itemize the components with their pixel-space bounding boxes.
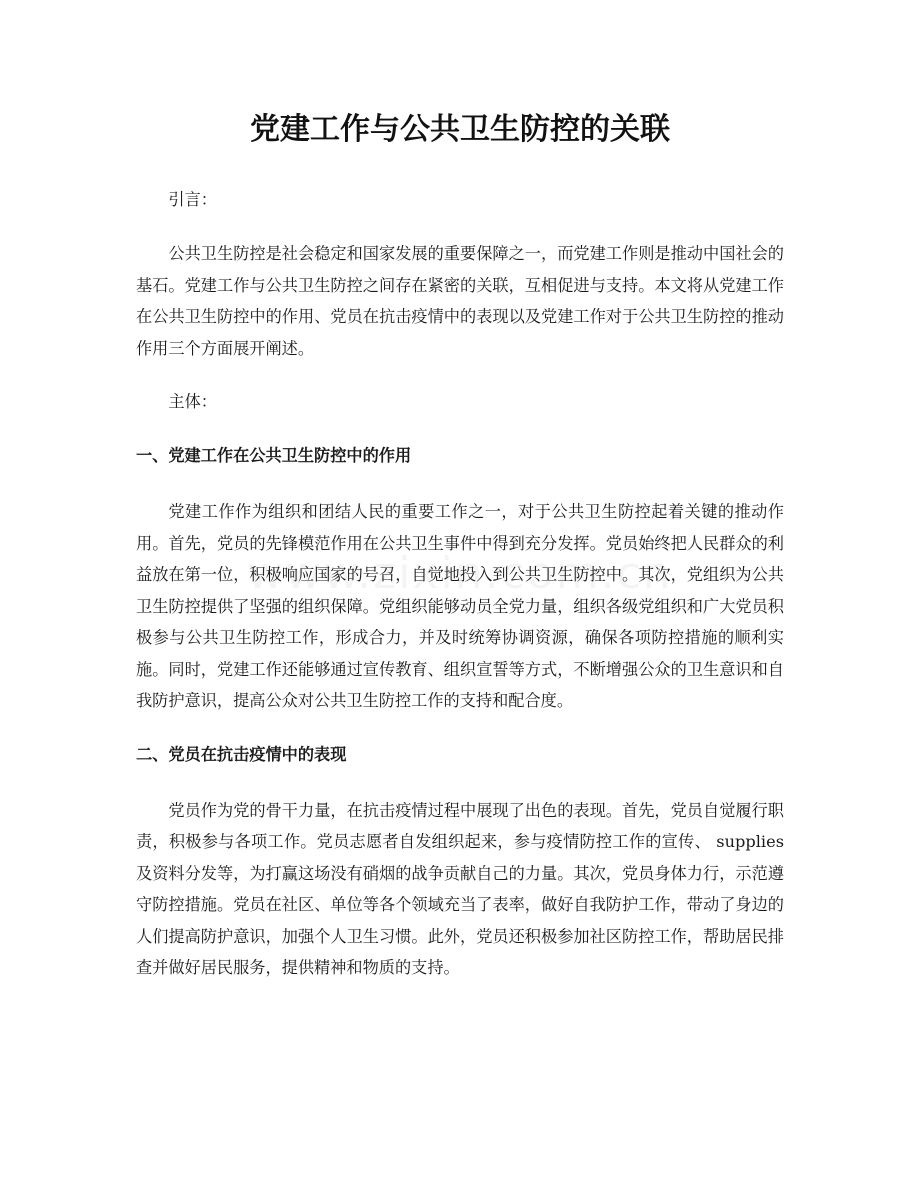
section-2-heading: 二、党员在抗击疫情中的表现	[136, 744, 347, 764]
section-2-paragraph: 党员作为党的骨干力量，在抗击疫情过程中展现了出色的表现。首先，党员自觉履行职责，积极参与各项工作。党员志愿者自发组织起来，参与疫情防控工作的宣传、 supplies及资料分发等，为打赢这场没有硝烟的战争贡献自己的力量。其次，党员身体力行，示范遵守防控措施。党员在社区、单位等各个领域充当了表率，做好自我防护工作，带动了身边的人们提高防护意识，加强个人卫生习惯。此外，党员还积极参加社区防控工作，帮助居民排查并做好居民服务，提供精神和物质的支持。	[136, 800, 784, 977]
intro-label: 引言：	[168, 190, 217, 209]
intro-paragraph: 公共卫生防控是社会稳定和国家发展的重要保障之一，而党建工作则是推动中国社会的基石。党建工作与公共卫生防控之间存在紧密的关联，互相促进与支持。本文将从党建工作在公共卫生防控中的作用、党员在抗击疫情中的表现以及党建工作对于公共卫生防控的推动作用三个方面展开阐述。	[136, 244, 784, 358]
section-1-heading: 一、党建工作在公共卫生防控中的作用	[136, 446, 412, 465]
document-body	[136, 184, 784, 984]
section-1-paragraph: 党建工作作为组织和团结人民的重要工作之一，对于公共卫生防控起着关键的推动作用。首先，党员的先锋模范作用在公共卫生事件中得到充分发挥。党员始终把人民群众的利益放在第一位，积极响应国家的号召，自觉地投入到公共卫生防控中。其次，党组织为公共卫生防控提供了坚强的组织保障。党组织能够动员全党力量，组织各级党组织和广大党员积极参与公共卫生防控工作，形成合力，并及时统筹协调资源，确保各项防控措施的顺利实施。同时，党建工作还能够通过宣传教育、组织宣誓等方式，不断增强公众的卫生意识和自我防护意识，提高公众对公共卫生防控工作的支持和配合度。	[136, 502, 784, 710]
page-title: 党建工作与公共卫生防控的关联	[250, 112, 670, 147]
body-label: 主体：	[168, 392, 217, 411]
